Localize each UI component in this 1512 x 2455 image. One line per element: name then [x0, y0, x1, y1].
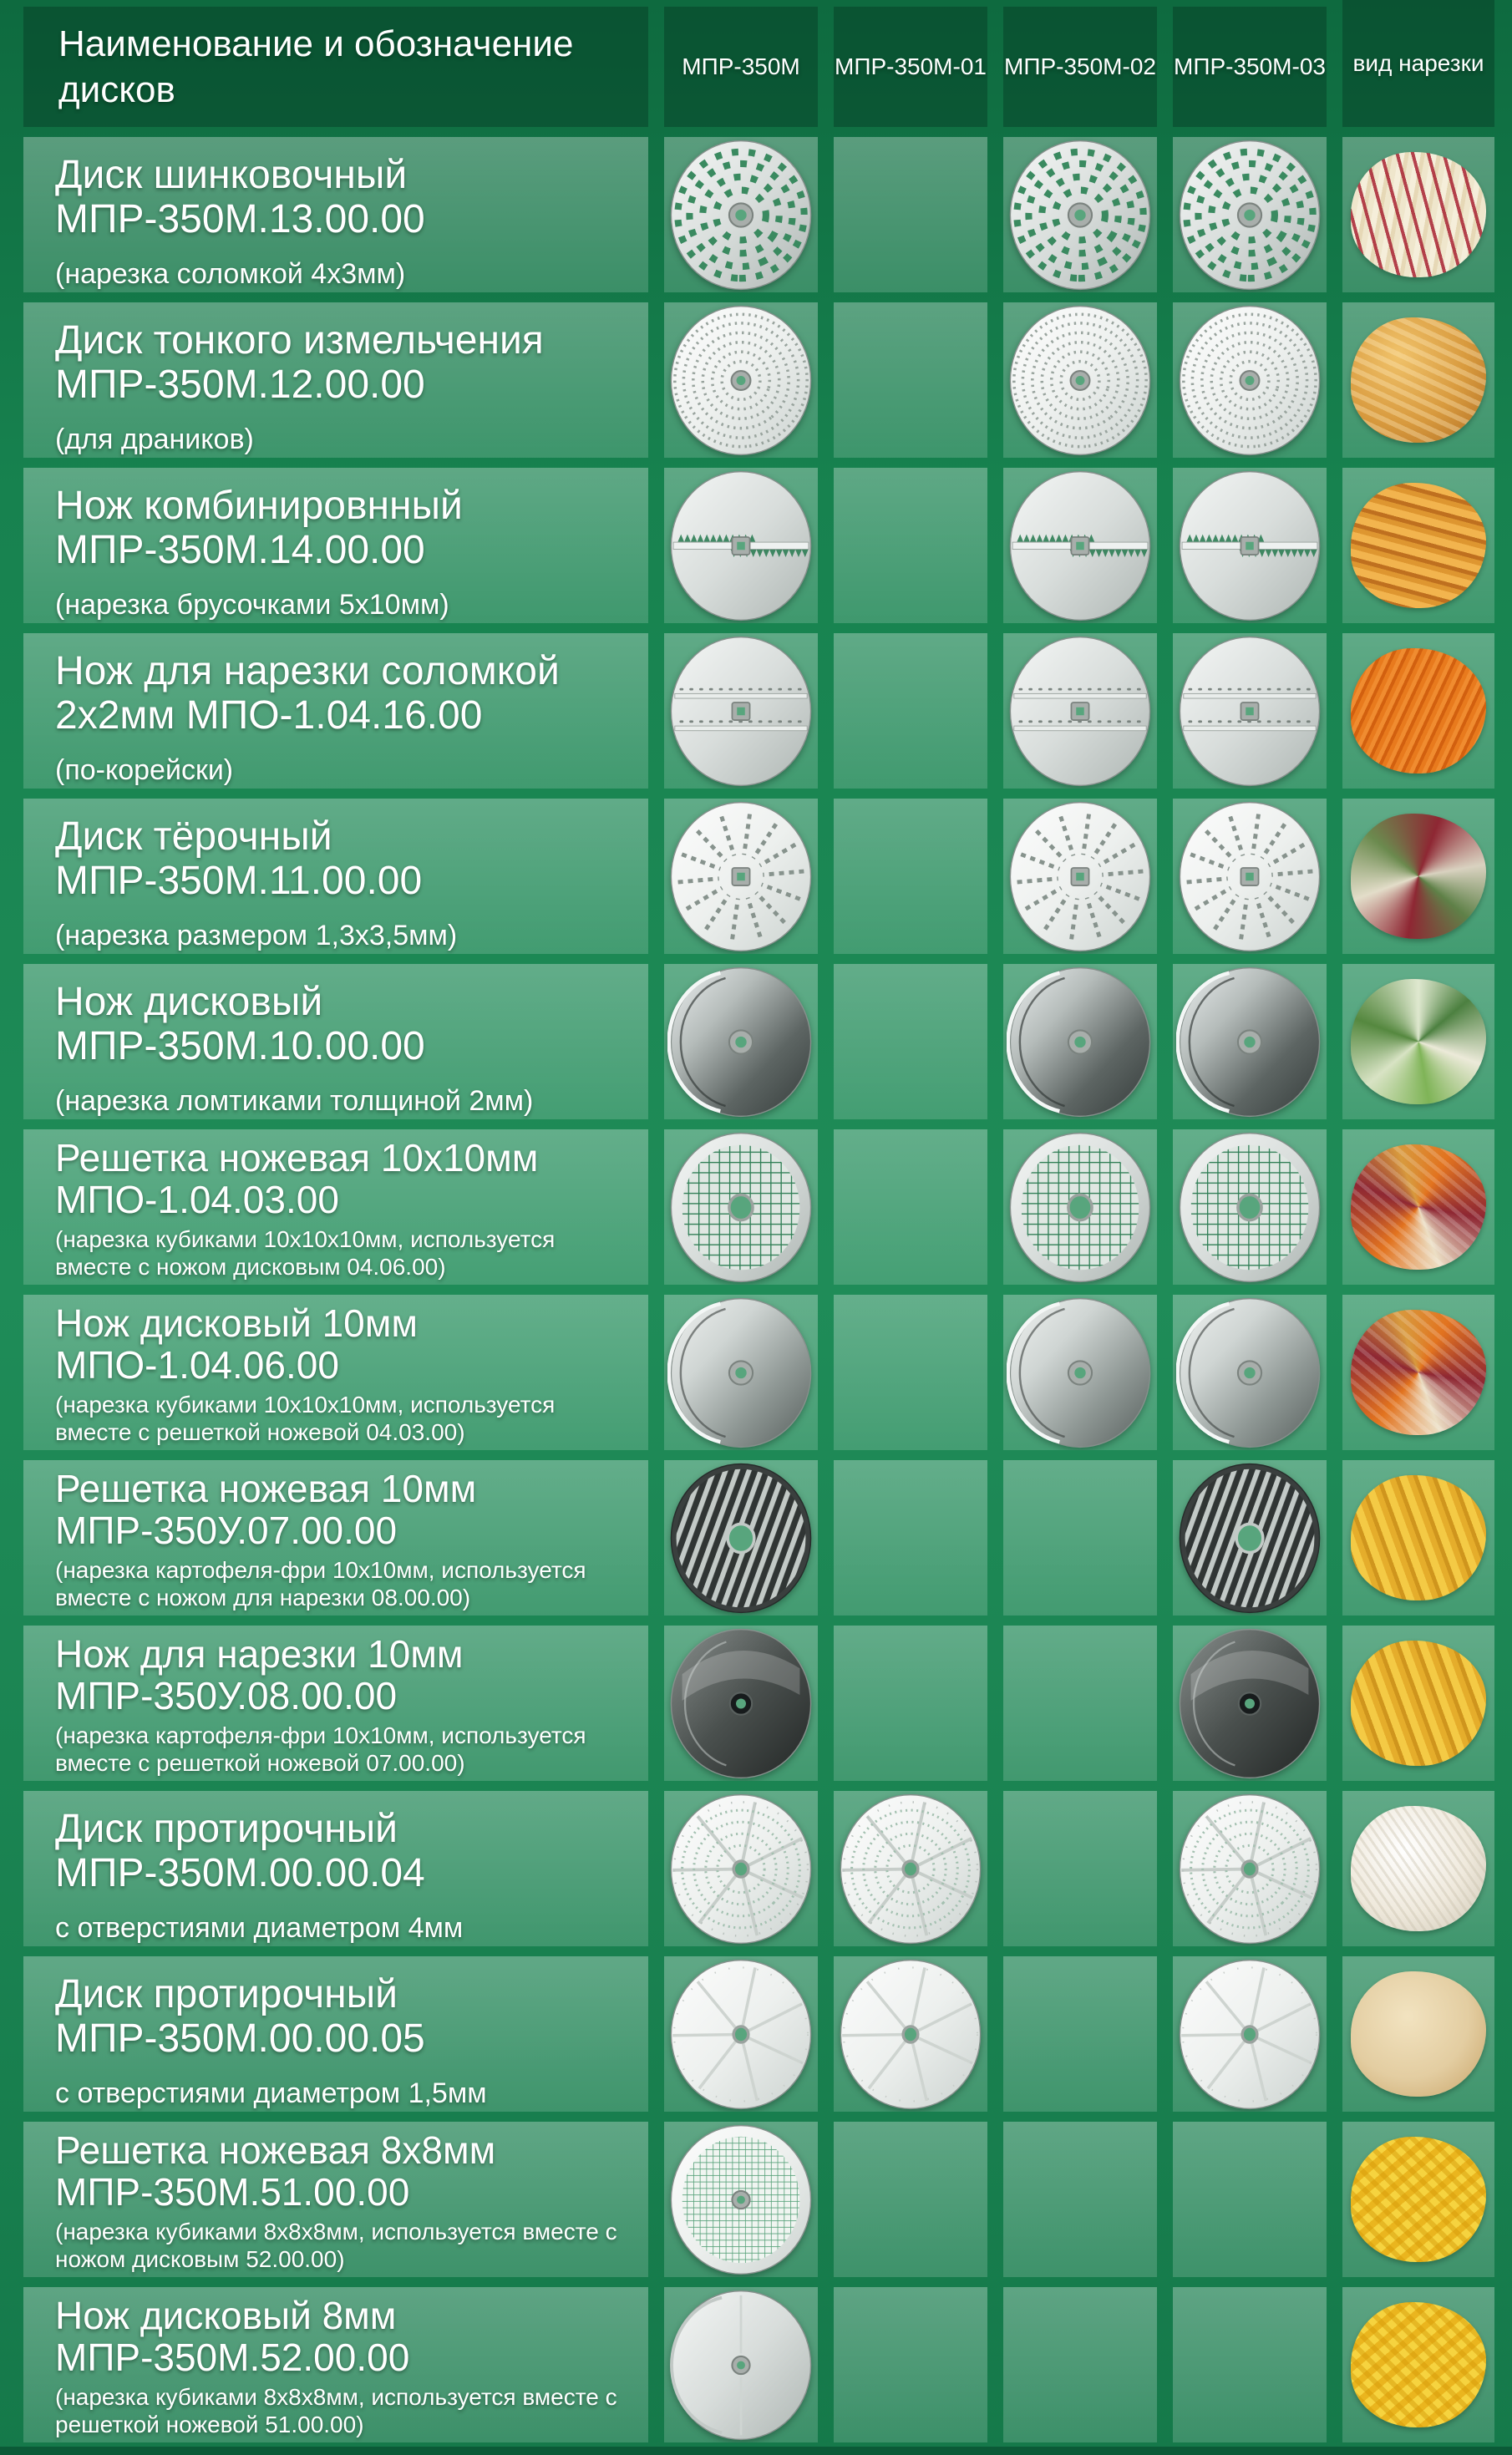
disc-cell-МПР-350М-02 — [1003, 1295, 1157, 1450]
row-name-cell — [23, 2122, 648, 2277]
disc-code: МПР-350М.13.00.00 — [55, 196, 425, 241]
disc-cell-МПР-350М-03 — [1173, 1295, 1327, 1450]
disc-cell-МПР-350М-03 — [1173, 137, 1327, 292]
row-name-cell — [23, 1626, 648, 1781]
fries-knife-icon — [1176, 1627, 1323, 1780]
header-model-column-3: МПР-350М-02 — [1003, 7, 1157, 127]
fine-grating-disc-icon — [1007, 304, 1154, 457]
shredding-disc-icon — [667, 139, 814, 292]
french-fries-image — [1351, 1475, 1486, 1600]
disc-code: МПР-350М.00.00.04 — [55, 1850, 425, 1895]
header-cut-type-label: вид нарезки — [1352, 49, 1484, 76]
disc-title: Нож для нарезки соломкой — [55, 649, 560, 693]
disc-cell-МПР-350М-02 — [1003, 1956, 1157, 2112]
pureeing-disc-1-5-icon — [837, 1958, 984, 2111]
combination-knife-icon — [1176, 469, 1323, 622]
diced-yellow-cubes-image — [1351, 2302, 1486, 2427]
disc-title: Диск шинковочный — [55, 153, 408, 197]
disc-cell-МПР-350М-02 — [1003, 964, 1157, 1119]
disc-cell-МПР-350М-03 — [1173, 1791, 1327, 1946]
julienne-knife-icon — [667, 635, 814, 788]
disc-cell-МПР-350М-01 — [834, 1129, 987, 1285]
disc-cell-МПР-350М — [664, 1956, 818, 2112]
disc-cell-МПР-350М-02 — [1003, 799, 1157, 954]
disc-cell-МПР-350М-02 — [1003, 1129, 1157, 1285]
disc-title: Диск тонкого измельчения — [55, 318, 544, 363]
shredding-disc-icon — [1176, 139, 1323, 292]
disc-note: (нарезка размером 1,3х3,5мм) — [55, 919, 458, 951]
disc-code: МПР-350М.12.00.00 — [55, 362, 425, 407]
disc-cell-МПР-350М-03 — [1173, 1626, 1327, 1781]
disc-cell-МПР-350М-02 — [1003, 2122, 1157, 2277]
cut-result-cell — [1342, 1460, 1494, 1616]
pureeing-disc-1-5-icon — [1176, 1958, 1323, 2111]
grated-vegetable-mix-image — [1351, 814, 1486, 939]
disc-cell-МПР-350М-02 — [1003, 2287, 1157, 2442]
row-name-cell — [23, 468, 648, 623]
disc-cell-МПР-350М-03 — [1173, 2287, 1327, 2442]
disc-note: (нарезка картофеля-фри 10х10мм, используется вместе с решеткой ножевой 07.00.00) — [55, 1722, 586, 1777]
row-name-cell — [23, 1791, 648, 1946]
puree-image — [1351, 1971, 1486, 2097]
row-name-cell — [23, 137, 648, 292]
disc-cell-МПР-350М-01 — [834, 1956, 987, 2112]
disc-cell-МПР-350М — [664, 799, 818, 954]
fries-grid-icon — [667, 1462, 814, 1615]
slicing-knife-8-icon — [667, 2289, 814, 2442]
header-name-label: Наименование и обозначение дисков — [58, 23, 574, 110]
pureeing-disc-4-icon — [837, 1793, 984, 1945]
disc-cell-МПР-350М-03 — [1173, 302, 1327, 458]
sliced-vegetables-image — [1351, 979, 1486, 1104]
disc-cell-МПР-350М-02 — [1003, 1460, 1157, 1616]
bottom-strip — [0, 2447, 1512, 2455]
disc-cell-МПР-350М-01 — [834, 1295, 987, 1450]
disc-cell-МПР-350М-01 — [834, 468, 987, 623]
pureeing-disc-4-icon — [1176, 1793, 1323, 1945]
disc-cell-МПР-350М — [664, 633, 818, 789]
row-name-cell — [23, 1956, 648, 2112]
disc-title: Диск протирочный — [55, 1807, 398, 1851]
disc-cell-МПР-350М-02 — [1003, 468, 1157, 623]
disc-cell-МПР-350М-01 — [834, 2287, 987, 2442]
disc-code: МПР-350М.52.00.00 — [55, 2335, 410, 2379]
header-model-column-1: МПР-350М — [664, 7, 818, 127]
row-name-cell — [23, 1295, 648, 1450]
disc-code: МПР-350М.11.00.00 — [55, 858, 423, 903]
disc-cell-МПР-350М-03 — [1173, 1956, 1327, 2112]
julienne-knife-icon — [1007, 635, 1154, 788]
cut-result-cell — [1342, 2122, 1494, 2277]
slicing-knife-10-icon — [667, 1296, 814, 1449]
disc-cell-МПР-350М-01 — [834, 964, 987, 1119]
disc-cell-МПР-350М — [664, 964, 818, 1119]
disc-note: с отверстиями диаметром 1,5мм — [55, 2077, 487, 2109]
cut-result-cell — [1342, 1129, 1494, 1285]
disc-code: 2х2мм МПО-1.04.16.00 — [55, 692, 483, 738]
fries-grid-icon — [1176, 1462, 1323, 1615]
disc-cell-МПР-350М-01 — [834, 137, 987, 292]
dicing-grid-10-icon — [1176, 1131, 1323, 1284]
disc-title: Решетка ножевая 8х8мм — [55, 2128, 496, 2172]
disc-cell-МПР-350М — [664, 1460, 818, 1616]
disc-cell-МПР-350М-03 — [1173, 633, 1327, 789]
cut-result-cell — [1342, 1791, 1494, 1946]
cut-result-cell — [1342, 137, 1494, 292]
pureeing-disc-1-5-icon — [667, 1958, 814, 2111]
dicing-grid-8-icon — [667, 2123, 814, 2276]
disc-cell-МПР-350М-01 — [834, 302, 987, 458]
disc-cell-МПР-350М-02 — [1003, 1626, 1157, 1781]
dicing-grid-10-icon — [667, 1131, 814, 1284]
disc-code: МПР-350М.14.00.00 — [55, 527, 425, 572]
slicing-knife-10-icon — [1007, 1296, 1154, 1449]
disc-code: МПР-350У.07.00.00 — [55, 1508, 398, 1552]
grated-potato-mass-image — [1351, 317, 1486, 443]
disc-code: МПО-1.04.03.00 — [55, 1177, 339, 1221]
disc-cell-МПР-350М — [664, 468, 818, 623]
cut-result-cell — [1342, 799, 1494, 954]
disc-cell-МПР-350М-01 — [834, 1460, 987, 1616]
grating-disc-icon — [667, 800, 814, 953]
disc-title: Нож для нарезки 10мм — [55, 1632, 464, 1676]
diced-vegetables-image — [1351, 1144, 1486, 1270]
disc-cell-МПР-350М — [664, 2122, 818, 2277]
diced-vegetables-image — [1351, 1310, 1486, 1435]
disc-cell-МПР-350М-02 — [1003, 137, 1157, 292]
disc-cell-МПР-350М — [664, 2287, 818, 2442]
slicing-knife-icon — [667, 966, 814, 1118]
disc-cell-МПР-350М — [664, 1129, 818, 1285]
header-cut-type-column — [1342, 0, 1494, 127]
fine-grating-disc-icon — [667, 304, 814, 457]
disc-note: с отверстиями диаметром 4мм — [55, 1911, 464, 1944]
row-name-cell — [23, 1460, 648, 1616]
dicing-grid-10-icon — [1007, 1131, 1154, 1284]
cut-result-cell — [1342, 1295, 1494, 1450]
vegetable-sticks-image — [1351, 483, 1486, 608]
cut-result-cell — [1342, 964, 1494, 1119]
row-name-cell — [23, 1129, 648, 1285]
disc-note: (нарезка ломтиками толщиной 2мм) — [55, 1084, 534, 1117]
french-fries-image — [1351, 1641, 1486, 1766]
disc-code: МПР-350М.00.00.05 — [55, 2016, 425, 2061]
disc-note: (нарезка кубиками 8х8х8мм, используется вместе с решеткой ножевой 51.00.00) — [55, 2384, 617, 2438]
grating-disc-icon — [1007, 800, 1154, 953]
row-name-cell — [23, 799, 648, 954]
disc-cell-МПР-350М — [664, 1626, 818, 1781]
cut-result-cell — [1342, 302, 1494, 458]
header-model-column-2: МПР-350М-01 — [834, 7, 987, 127]
slicing-knife-10-icon — [1176, 1296, 1323, 1449]
disc-code: МПР-350М.51.00.00 — [55, 2169, 410, 2214]
disc-note: (нарезка брусочками 5х10мм) — [55, 588, 449, 621]
cut-result-cell — [1342, 2287, 1494, 2442]
combination-knife-icon — [1007, 469, 1154, 622]
disc-cell-МПР-350М-03 — [1173, 2122, 1327, 2277]
slicing-knife-icon — [1176, 966, 1323, 1118]
disc-note: (нарезка соломкой 4х3мм) — [55, 257, 406, 290]
disc-cell-МПР-350М-02 — [1003, 302, 1157, 458]
disc-note: (для драников) — [55, 423, 254, 455]
disc-cell-МПР-350М-03 — [1173, 468, 1327, 623]
disc-title: Диск тёрочный — [55, 814, 332, 859]
disc-cell-МПР-350М-01 — [834, 799, 987, 954]
cut-result-cell — [1342, 1956, 1494, 2112]
pureeing-disc-4-icon — [667, 1793, 814, 1945]
header-name-column — [23, 7, 648, 127]
row-name-cell — [23, 964, 648, 1119]
disc-cell-МПР-350М — [664, 1295, 818, 1450]
disc-code: МПО-1.04.06.00 — [55, 1342, 339, 1387]
disc-cell-МПР-350М-03 — [1173, 1460, 1327, 1616]
disc-title: Диск протирочный — [55, 1972, 398, 2016]
disc-title: Нож дисковый 10мм — [55, 1301, 418, 1345]
row-name-cell — [23, 2287, 648, 2442]
combination-knife-icon — [667, 469, 814, 622]
grating-disc-icon — [1176, 800, 1323, 953]
row-name-cell — [23, 633, 648, 789]
cut-result-cell — [1342, 633, 1494, 789]
cut-result-cell — [1342, 468, 1494, 623]
shredding-disc-icon — [1007, 139, 1154, 292]
julienne-knife-icon — [1176, 635, 1323, 788]
disc-note: (нарезка картофеля-фри 10х10мм, используется вместе с ножом для нарезки 08.00.00) — [55, 1557, 586, 1611]
disc-note: (по-корейски) — [55, 753, 234, 786]
korean-carrot-image — [1351, 648, 1486, 774]
disc-cell-МПР-350М-03 — [1173, 1129, 1327, 1285]
disc-code: МПР-350М.10.00.00 — [55, 1023, 425, 1068]
disc-cell-МПР-350М — [664, 302, 818, 458]
fries-knife-icon — [667, 1627, 814, 1780]
fine-grating-disc-icon — [1176, 304, 1323, 457]
disc-title: Решетка ножевая 10мм — [55, 1467, 477, 1510]
disc-title: Нож комбинировнный — [55, 484, 463, 528]
disc-cell-МПР-350М-03 — [1173, 964, 1327, 1119]
shredded-vegetables-image — [1351, 152, 1486, 277]
header-model-column-4: МПР-350М-03 — [1173, 7, 1327, 127]
disc-cell-МПР-350М-02 — [1003, 633, 1157, 789]
disc-note: (нарезка кубиками 10х10х10мм, используется вместе с ножом дисковым 04.06.00) — [55, 1226, 556, 1281]
disc-cell-МПР-350М-02 — [1003, 1791, 1157, 1946]
disc-title: Нож дисковый — [55, 980, 323, 1024]
disc-note: (нарезка кубиками 8х8х8мм, используется вместе с ножом дисковым 52.00.00) — [55, 2219, 617, 2273]
diced-yellow-cubes-image — [1351, 2137, 1486, 2262]
slicing-knife-icon — [1007, 966, 1154, 1118]
disc-cell-МПР-350М-01 — [834, 1791, 987, 1946]
disc-cell-МПР-350М — [664, 1791, 818, 1946]
disc-cell-МПР-350М-01 — [834, 2122, 987, 2277]
disc-cell-МПР-350М-01 — [834, 1626, 987, 1781]
disc-cell-МПР-350М-01 — [834, 633, 987, 789]
white-flakes-image — [1351, 1806, 1486, 1931]
row-name-cell — [23, 302, 648, 458]
disc-cell-МПР-350М — [664, 137, 818, 292]
disc-note: (нарезка кубиками 10х10х10мм, используется вместе с решеткой ножевой 04.03.00) — [55, 1392, 556, 1446]
disc-code: МПР-350У.08.00.00 — [55, 1673, 398, 1717]
disc-cell-МПР-350М-03 — [1173, 799, 1327, 954]
disc-title: Решетка ножевая 10х10мм — [55, 1136, 539, 1179]
disc-title: Нож дисковый 8мм — [55, 2294, 397, 2337]
cut-result-cell — [1342, 1626, 1494, 1781]
